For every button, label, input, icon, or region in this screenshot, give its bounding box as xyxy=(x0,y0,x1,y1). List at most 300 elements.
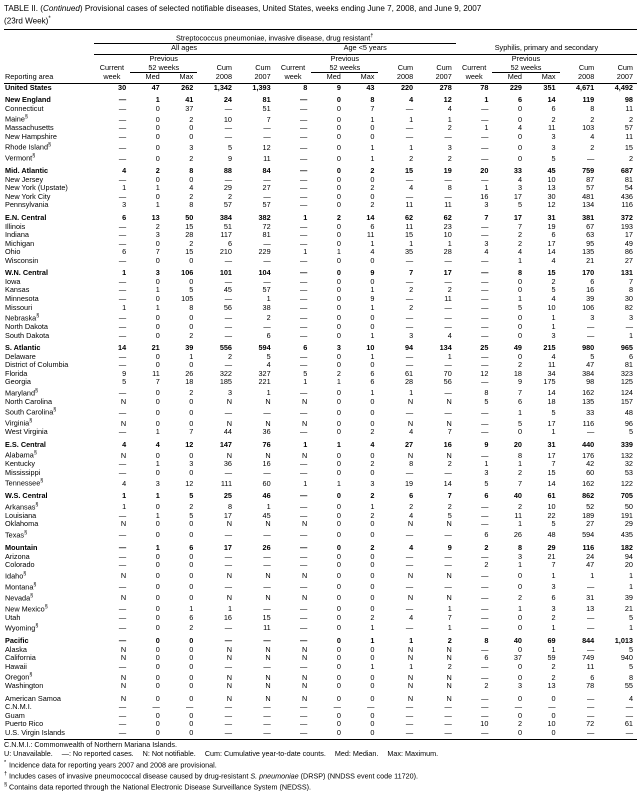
table-title-line1 xyxy=(4,4,637,14)
row-value: 0 xyxy=(370,681,375,691)
row-value: 0 xyxy=(155,582,160,592)
row-value: 11 xyxy=(548,123,556,133)
row-footnote-mark: § xyxy=(35,501,39,508)
row-value: 18 xyxy=(185,377,194,387)
row-value: 2 xyxy=(517,502,522,512)
table-row xyxy=(4,492,637,501)
row-value: N xyxy=(407,681,414,691)
row-value: 3 xyxy=(189,459,194,469)
row-value: N xyxy=(265,396,271,406)
row-value: 2 xyxy=(155,166,160,176)
row-value: — xyxy=(118,530,127,540)
row-value: 57 xyxy=(586,183,595,193)
row-value: 0 xyxy=(370,653,375,663)
row-area-label: E.N. Central xyxy=(5,213,47,223)
row-value: — xyxy=(481,727,489,737)
row-value: N xyxy=(446,519,452,529)
row-value: 5 xyxy=(189,510,194,520)
row-value: 15 xyxy=(547,268,556,278)
row-value: 6 xyxy=(628,351,633,361)
row-value: 1 xyxy=(303,478,308,488)
row-value: — xyxy=(481,519,489,529)
row-value: — xyxy=(300,427,308,437)
header-med-2: Med xyxy=(311,73,345,84)
row-value: 5 xyxy=(551,519,556,529)
row-value: 47 xyxy=(586,360,595,370)
row-value: 0 xyxy=(336,351,341,361)
row-value: 4 xyxy=(370,247,375,257)
row-value: 0 xyxy=(336,603,341,613)
row-value: 0 xyxy=(189,653,194,663)
row-value: 37 xyxy=(185,103,194,113)
row-value: 5 xyxy=(628,427,633,437)
footnote-abbr-item: Cum: Cumulative year-to-date counts. xyxy=(204,749,326,759)
row-value: 0 xyxy=(155,131,160,141)
row-value: 0 xyxy=(189,418,194,428)
row-value: — xyxy=(405,623,414,633)
header-column-labels xyxy=(4,73,637,84)
row-value: 0 xyxy=(189,636,194,646)
row-value: 0 xyxy=(517,285,522,295)
row-value: 1 xyxy=(189,351,194,361)
row-value: 13 xyxy=(586,603,595,613)
row-value: 2 xyxy=(517,719,522,729)
row-value: — xyxy=(224,322,232,332)
row-value: — xyxy=(118,661,127,671)
row-value: — xyxy=(481,551,489,561)
row-value: 21 xyxy=(586,255,595,265)
row-value: 32 xyxy=(624,459,633,469)
row-value: 0 xyxy=(336,396,341,406)
row-value: 0 xyxy=(155,693,160,703)
row-value: 11 xyxy=(625,131,633,141)
row-value: 1 xyxy=(628,330,633,340)
row-value: 2 xyxy=(551,114,556,124)
row-value: 3 xyxy=(447,142,452,152)
row-value: 3 xyxy=(227,388,232,398)
row-value: 481 xyxy=(582,191,595,201)
row-value: N xyxy=(120,396,127,406)
row-value: 1 xyxy=(517,407,522,417)
row-value: 0 xyxy=(336,672,341,682)
row-value: — xyxy=(224,330,232,340)
row-footnote-mark: § xyxy=(35,623,39,630)
row-value: 15 xyxy=(405,230,414,240)
table-row xyxy=(4,304,637,313)
row-value: 1 xyxy=(266,502,271,512)
row-value: 104 xyxy=(258,268,271,278)
row-value: 2 xyxy=(370,491,375,501)
row-value: 47 xyxy=(151,82,160,92)
row-value: 6 xyxy=(227,238,232,248)
row-value: — xyxy=(300,510,308,520)
row-value: 19 xyxy=(547,221,556,231)
row-value: 26 xyxy=(185,368,194,378)
table-row xyxy=(4,83,637,92)
row-value: N xyxy=(407,644,414,654)
row-value: 116 xyxy=(621,200,633,210)
row-value: 2 xyxy=(590,142,595,152)
row-value: 2 xyxy=(189,502,194,512)
row-value: 220 xyxy=(400,82,414,92)
row-value: — xyxy=(481,571,489,581)
row-value: 122 xyxy=(620,478,633,488)
row-value: 2 xyxy=(155,221,160,231)
row-value: 14 xyxy=(547,247,556,257)
row-area-label: New Hampshire xyxy=(5,131,57,141)
row-value: 6 xyxy=(484,530,489,540)
row-value: 5 xyxy=(122,377,127,387)
row-value: 14 xyxy=(547,388,556,398)
row-value: 6 xyxy=(551,593,556,602)
row-value: N xyxy=(302,450,308,460)
row-value: 7 xyxy=(155,247,160,257)
row-value: 61 xyxy=(547,491,556,501)
row-value: 193 xyxy=(620,221,633,231)
row-value: 1 xyxy=(370,636,375,646)
table-row xyxy=(4,529,637,540)
row-value: — xyxy=(118,582,127,592)
row-value: 0 xyxy=(517,131,522,141)
row-value: 119 xyxy=(582,95,595,105)
row-value: 14 xyxy=(366,213,375,223)
row-value: 0 xyxy=(336,302,341,312)
row-value: — xyxy=(224,313,232,323)
row-value: 28 xyxy=(185,230,194,240)
row-value: 0 xyxy=(336,114,341,124)
row-value: 2 xyxy=(409,302,414,312)
row-value: — xyxy=(405,727,414,737)
row-value: 11 xyxy=(263,153,271,163)
row-value: — xyxy=(481,293,489,303)
row-value: 1 xyxy=(122,502,127,512)
row-value: — xyxy=(118,230,127,240)
row-value: 980 xyxy=(582,343,595,353)
row-value: 1 xyxy=(336,247,341,257)
row-value: — xyxy=(300,612,308,622)
row-value: 2 xyxy=(517,467,522,477)
row-area-label: Nebraska§ xyxy=(5,313,40,323)
row-area-label: S. Atlantic xyxy=(5,343,41,353)
footnote-3 xyxy=(4,781,637,792)
row-value: 162 xyxy=(582,478,595,488)
row-area-label: Utah xyxy=(5,612,21,622)
row-value: 17 xyxy=(443,268,452,278)
row-value: 61 xyxy=(624,719,633,729)
row-value: 59 xyxy=(547,653,556,663)
row-value: 2 xyxy=(551,672,556,682)
row-value: N xyxy=(120,450,127,460)
row-value: — xyxy=(481,693,489,703)
row-value: N xyxy=(302,693,308,703)
row-area-label: California xyxy=(5,653,36,663)
row-value: 2 xyxy=(189,114,194,124)
row-value: 2 xyxy=(227,191,232,201)
row-value: 0 xyxy=(189,276,194,286)
row-value: — xyxy=(586,582,595,592)
table-row xyxy=(4,603,637,614)
row-value: — xyxy=(118,603,127,613)
row-value: — xyxy=(118,612,127,622)
row-value: N xyxy=(265,672,271,682)
row-value: 57 xyxy=(624,123,633,133)
row-value: 1 xyxy=(409,661,414,671)
row-value: 4 xyxy=(266,360,271,370)
footnote-abbr-item: U: Unavailable. xyxy=(4,749,53,759)
row-value: — xyxy=(586,710,595,720)
row-value: 7 xyxy=(517,478,522,488)
row-value: 0 xyxy=(336,593,341,602)
row-value: — xyxy=(300,702,308,712)
row-footnote-mark: § xyxy=(30,592,34,599)
row-value: — xyxy=(118,330,127,340)
row-value: 0 xyxy=(336,491,341,501)
row-area-label: Vermont§ xyxy=(5,153,36,163)
footnotes xyxy=(0,740,641,791)
row-value: — xyxy=(481,255,489,265)
table-title-prefix: TABLE II. ( xyxy=(4,4,43,13)
table-row xyxy=(4,682,637,691)
row-value: — xyxy=(444,582,452,592)
row-area-label: Colorado xyxy=(5,560,35,570)
row-value: — xyxy=(300,95,308,105)
row-value: 0 xyxy=(336,230,341,240)
row-area-label: Michigan xyxy=(5,238,35,248)
row-value: 11 xyxy=(444,293,452,303)
row-value: 0 xyxy=(336,407,341,417)
row-value: — xyxy=(300,603,308,613)
row-value: — xyxy=(152,702,160,712)
row-value: N xyxy=(120,418,127,428)
row-value: 14 xyxy=(547,95,556,105)
row-value: 6 xyxy=(409,491,414,501)
row-value: 10 xyxy=(443,230,452,240)
row-value: 31 xyxy=(586,593,595,602)
row-value: 4 xyxy=(155,439,160,449)
row-value: 2 xyxy=(370,200,375,210)
row-value: — xyxy=(300,276,308,286)
row-value: 0 xyxy=(336,255,341,265)
row-value: 1 xyxy=(517,293,522,303)
row-value: — xyxy=(300,313,308,323)
row-value: 0 xyxy=(336,166,341,176)
row-value: 0 xyxy=(336,571,341,581)
row-value: — xyxy=(118,543,127,552)
header-current-2: Current xyxy=(280,63,306,73)
row-value: 26 xyxy=(513,530,522,540)
row-value: 8 xyxy=(517,450,522,460)
row-area-label: Pennsylvania xyxy=(5,200,49,210)
row-value: 39 xyxy=(586,293,595,303)
table-row xyxy=(4,729,637,738)
row-value: — xyxy=(224,636,232,646)
row-value: 11 xyxy=(366,230,375,240)
row-area-label: Wisconsin xyxy=(5,255,39,265)
row-value: — xyxy=(405,702,414,712)
row-value: 81 xyxy=(262,230,271,240)
row-area-label: Georgia xyxy=(5,377,31,387)
row-value: 10 xyxy=(547,302,556,312)
row-value: 1 xyxy=(155,510,160,520)
row-value: 0 xyxy=(336,313,341,323)
row-footnote-mark: § xyxy=(24,114,28,121)
row-value: 50 xyxy=(624,502,633,512)
row-value: 40 xyxy=(513,491,522,501)
row-value: — xyxy=(367,702,375,712)
row-value: 25 xyxy=(223,491,232,501)
table-row xyxy=(4,105,637,114)
row-value: 0 xyxy=(336,560,341,570)
row-value: 3 xyxy=(484,238,489,248)
row-value: 0 xyxy=(370,582,375,592)
table-row xyxy=(4,176,637,185)
row-value: — xyxy=(118,153,127,163)
row-value: — xyxy=(118,467,127,477)
row-area-label: Puerto Rico xyxy=(5,719,44,729)
table-title-line2 xyxy=(4,14,637,27)
row-value: 81 xyxy=(624,360,633,370)
row-value: 9 xyxy=(484,439,489,449)
row-value: 98 xyxy=(586,377,595,387)
row-value: — xyxy=(224,530,232,540)
row-value: — xyxy=(405,710,414,720)
row-value: 2 xyxy=(370,427,375,437)
row-value: 125 xyxy=(620,377,633,387)
row-value: — xyxy=(300,560,308,570)
row-value: — xyxy=(481,230,489,240)
row-area-label: West Virginia xyxy=(5,427,48,437)
row-value: — xyxy=(300,407,308,417)
row-value: 1 xyxy=(155,491,160,501)
row-value: — xyxy=(118,351,127,361)
row-value: 30 xyxy=(547,191,556,201)
row-value: — xyxy=(118,285,127,295)
row-value: — xyxy=(481,131,489,141)
row-area-label: Louisiana xyxy=(5,510,37,520)
row-value: — xyxy=(118,95,127,105)
row-area-label: South Dakota xyxy=(5,330,50,340)
row-value: N xyxy=(265,450,271,460)
header-cum-6: Cum xyxy=(617,63,633,73)
row-value: 60 xyxy=(262,478,271,488)
row-value: 26 xyxy=(262,543,271,552)
row-value: 5 xyxy=(628,661,633,671)
row-value: 6 xyxy=(484,653,489,663)
row-value: — xyxy=(300,636,308,646)
row-value: 0 xyxy=(370,693,375,703)
row-value: N xyxy=(407,693,414,703)
header-reporting-area: Reporting area xyxy=(4,73,94,84)
row-value: 29 xyxy=(547,543,556,552)
row-value: 0 xyxy=(370,407,375,417)
row-value: — xyxy=(263,719,271,729)
row-value: 2 xyxy=(370,510,375,520)
row-value: — xyxy=(481,510,489,520)
row-footnote-mark: § xyxy=(23,570,27,577)
row-value: 34 xyxy=(547,368,556,378)
row-value: 10 xyxy=(547,174,556,184)
row-value: 0 xyxy=(336,636,341,646)
table-row xyxy=(4,428,637,437)
row-value: — xyxy=(405,560,414,570)
row-value: N xyxy=(265,418,271,428)
row-value: 0 xyxy=(189,719,194,729)
row-value: 0 xyxy=(370,418,375,428)
row-value: 0 xyxy=(155,467,160,477)
row-area-label: Montana§ xyxy=(5,581,37,592)
row-area-label: Arizona xyxy=(5,551,30,561)
row-value: N xyxy=(407,396,414,406)
row-value: 0 xyxy=(336,103,341,113)
header-strep-rest: , invasive disease, drug resistant xyxy=(264,32,371,42)
row-value: 46 xyxy=(262,491,271,501)
row-value: 0 xyxy=(517,427,522,437)
row-value: 0 xyxy=(517,612,522,622)
row-value: 29 xyxy=(624,519,633,529)
row-value: 49 xyxy=(513,343,522,353)
row-value: 7 xyxy=(551,459,556,469)
row-value: — xyxy=(300,322,308,332)
row-value: 6 xyxy=(551,103,556,113)
row-area-label: Oklahoma xyxy=(5,519,39,529)
row-value: 594 xyxy=(258,343,271,353)
row-value: 0 xyxy=(517,153,522,163)
row-value: 1 xyxy=(370,388,375,398)
row-value: 51 xyxy=(262,103,271,113)
row-value: 862 xyxy=(582,491,595,501)
row-value: 7 xyxy=(551,560,556,570)
table-title-footnote-mark: * xyxy=(48,16,51,23)
header-current-1: Current xyxy=(99,63,125,73)
row-value: — xyxy=(405,174,414,184)
row-value: 0 xyxy=(336,95,341,105)
row-value: 5 xyxy=(227,142,232,152)
row-value: 1 xyxy=(303,213,308,223)
footnote-abbr-item: Max: Maximum. xyxy=(387,749,439,759)
row-value: 15 xyxy=(185,247,194,257)
row-value: N xyxy=(446,396,452,406)
row-value: 95 xyxy=(586,238,595,248)
header-strep-group xyxy=(94,32,456,44)
row-area-label: Guam xyxy=(5,710,25,720)
row-value: — xyxy=(481,427,489,437)
row-footnote-mark: § xyxy=(44,603,48,610)
table-row xyxy=(4,184,637,193)
row-value: N xyxy=(265,519,271,529)
row-value: — xyxy=(263,322,271,332)
row-value: 42 xyxy=(586,459,595,469)
header-current-3: Current xyxy=(461,63,487,73)
row-value: 0 xyxy=(189,560,194,570)
row-value: 24 xyxy=(223,95,232,105)
row-value: — xyxy=(405,582,414,592)
row-value: 25 xyxy=(480,343,489,353)
row-area-label: New Jersey xyxy=(5,174,44,184)
row-value: 9 xyxy=(517,377,522,387)
row-value: — xyxy=(224,560,232,570)
row-value: 2 xyxy=(189,330,194,340)
row-value: 52 xyxy=(586,502,595,512)
row-value: N xyxy=(407,653,414,663)
row-value: 8 xyxy=(303,82,308,92)
row-value: — xyxy=(586,322,595,332)
row-value: — xyxy=(118,238,127,248)
row-value: 0 xyxy=(551,727,556,737)
row-value: — xyxy=(263,551,271,561)
table-row xyxy=(4,712,637,721)
footnote-2-species: S. pneumoniae xyxy=(250,771,299,781)
row-value: 6 xyxy=(517,95,522,105)
